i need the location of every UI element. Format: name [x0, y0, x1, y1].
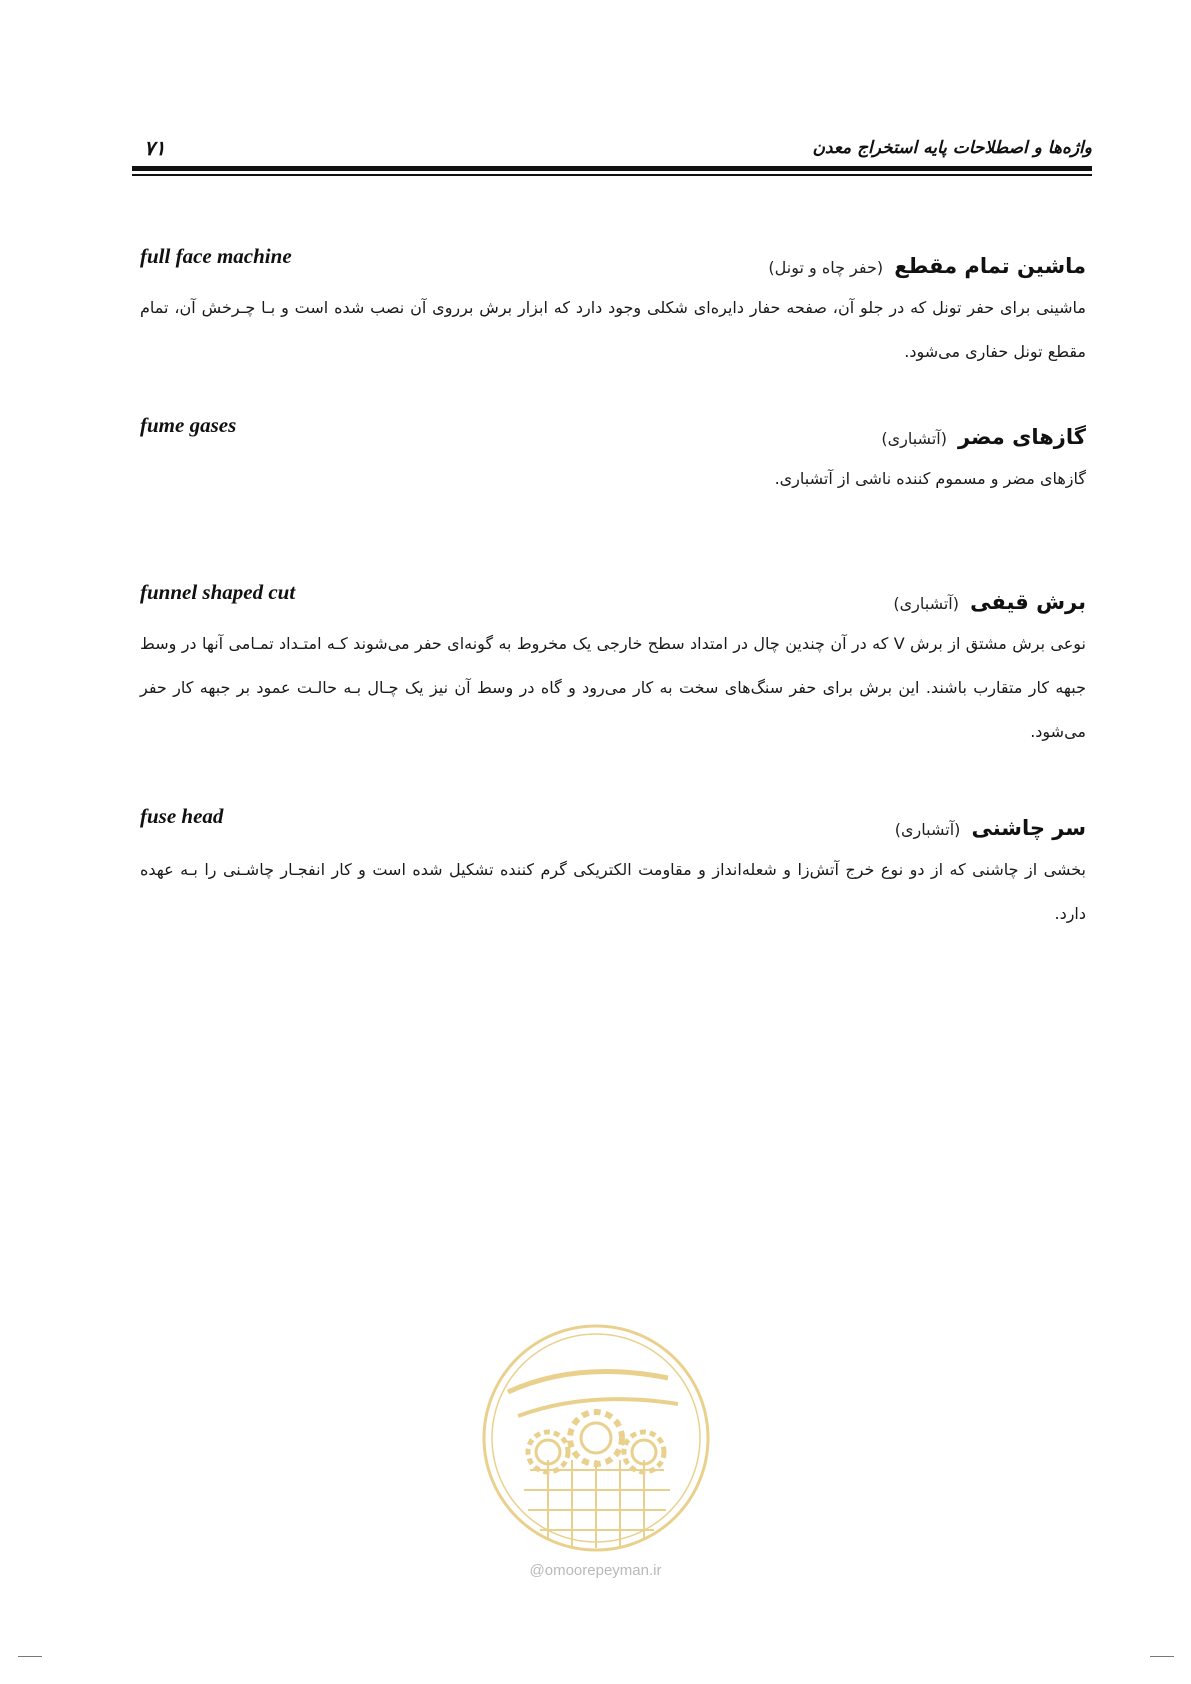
header-rule [132, 166, 1092, 171]
term-field: (حفر چاه و تونل) [768, 258, 884, 277]
term-persian: سر چاشنی [971, 816, 1086, 840]
term-field: (آتشباری) [881, 429, 947, 448]
term-persian: گازهای مضر [958, 425, 1086, 449]
glossary-entry [140, 580, 1086, 770]
term-definition: بخشی از چاشنی که از دو نوع خرج آتش‌زا و شعله‌انداز و مقاومت الکتریکی گرم کننده تشکیل شده است و کار انفجـار چاشـنی را بـه عهده دارد. [140, 860, 1086, 923]
term-heading [895, 816, 1086, 840]
term-heading [893, 590, 1086, 614]
crop-mark-left [18, 1656, 42, 1657]
glossary-entry [140, 413, 1086, 503]
term-english: fuse head [140, 804, 224, 828]
watermark-url: @omoorepeyman.ir [529, 1562, 662, 1579]
glossary-entry [140, 244, 1086, 384]
term-heading [881, 425, 1086, 449]
term-field: (آتشباری) [893, 594, 959, 613]
term-field: (آتشباری) [894, 820, 961, 839]
term-english: full face machine [140, 244, 292, 268]
glossary-entry [140, 804, 1086, 944]
term-definition: ماشینی برای حفر تونل که در جلو آن، صفحه حفار دایره‌ای شکلی وجود دارد که ابزار برش برروی آن نصب شده است و بـا چـرخش آن، تمام مقطع تونل حفاری می‌شود. [140, 298, 1086, 361]
term-english: fume gases [140, 413, 237, 437]
term-heading [768, 254, 1086, 278]
crop-mark-right [1150, 1656, 1174, 1657]
header-rule-thin [132, 174, 1092, 176]
seal-icon [478, 1320, 714, 1556]
watermark-logo [478, 1320, 714, 1556]
term-persian: برش قیفی [970, 590, 1086, 614]
term-definition: گازهای مضر و مسموم کننده ناشی از آتشباری. [774, 469, 1086, 488]
page-number: ۷۱ [144, 136, 166, 160]
running-header [132, 132, 1092, 168]
term-persian: ماشین تمام مقطع [894, 254, 1086, 278]
term-english: funnel shaped cut [140, 580, 296, 604]
book-title: واژه‌ها و اصطلاحات پایه استخراج معدن [812, 138, 1092, 158]
term-definition: نوعی برش مشتق از برش V که در آن چندین چال در امتداد سطح خارجی یک مخروط به گونه‌ای حفر می‌شوند کـه امتـداد تمـامی آنها در وسط جبهه کار متقارب باشند. این برش برای حفر سنگ‌های سخت به کار می‌رود و گاه در وسط آن نیز یک چـال بـه حالـت عمود بر جبهه کار حفر می‌شود. [140, 634, 1086, 741]
